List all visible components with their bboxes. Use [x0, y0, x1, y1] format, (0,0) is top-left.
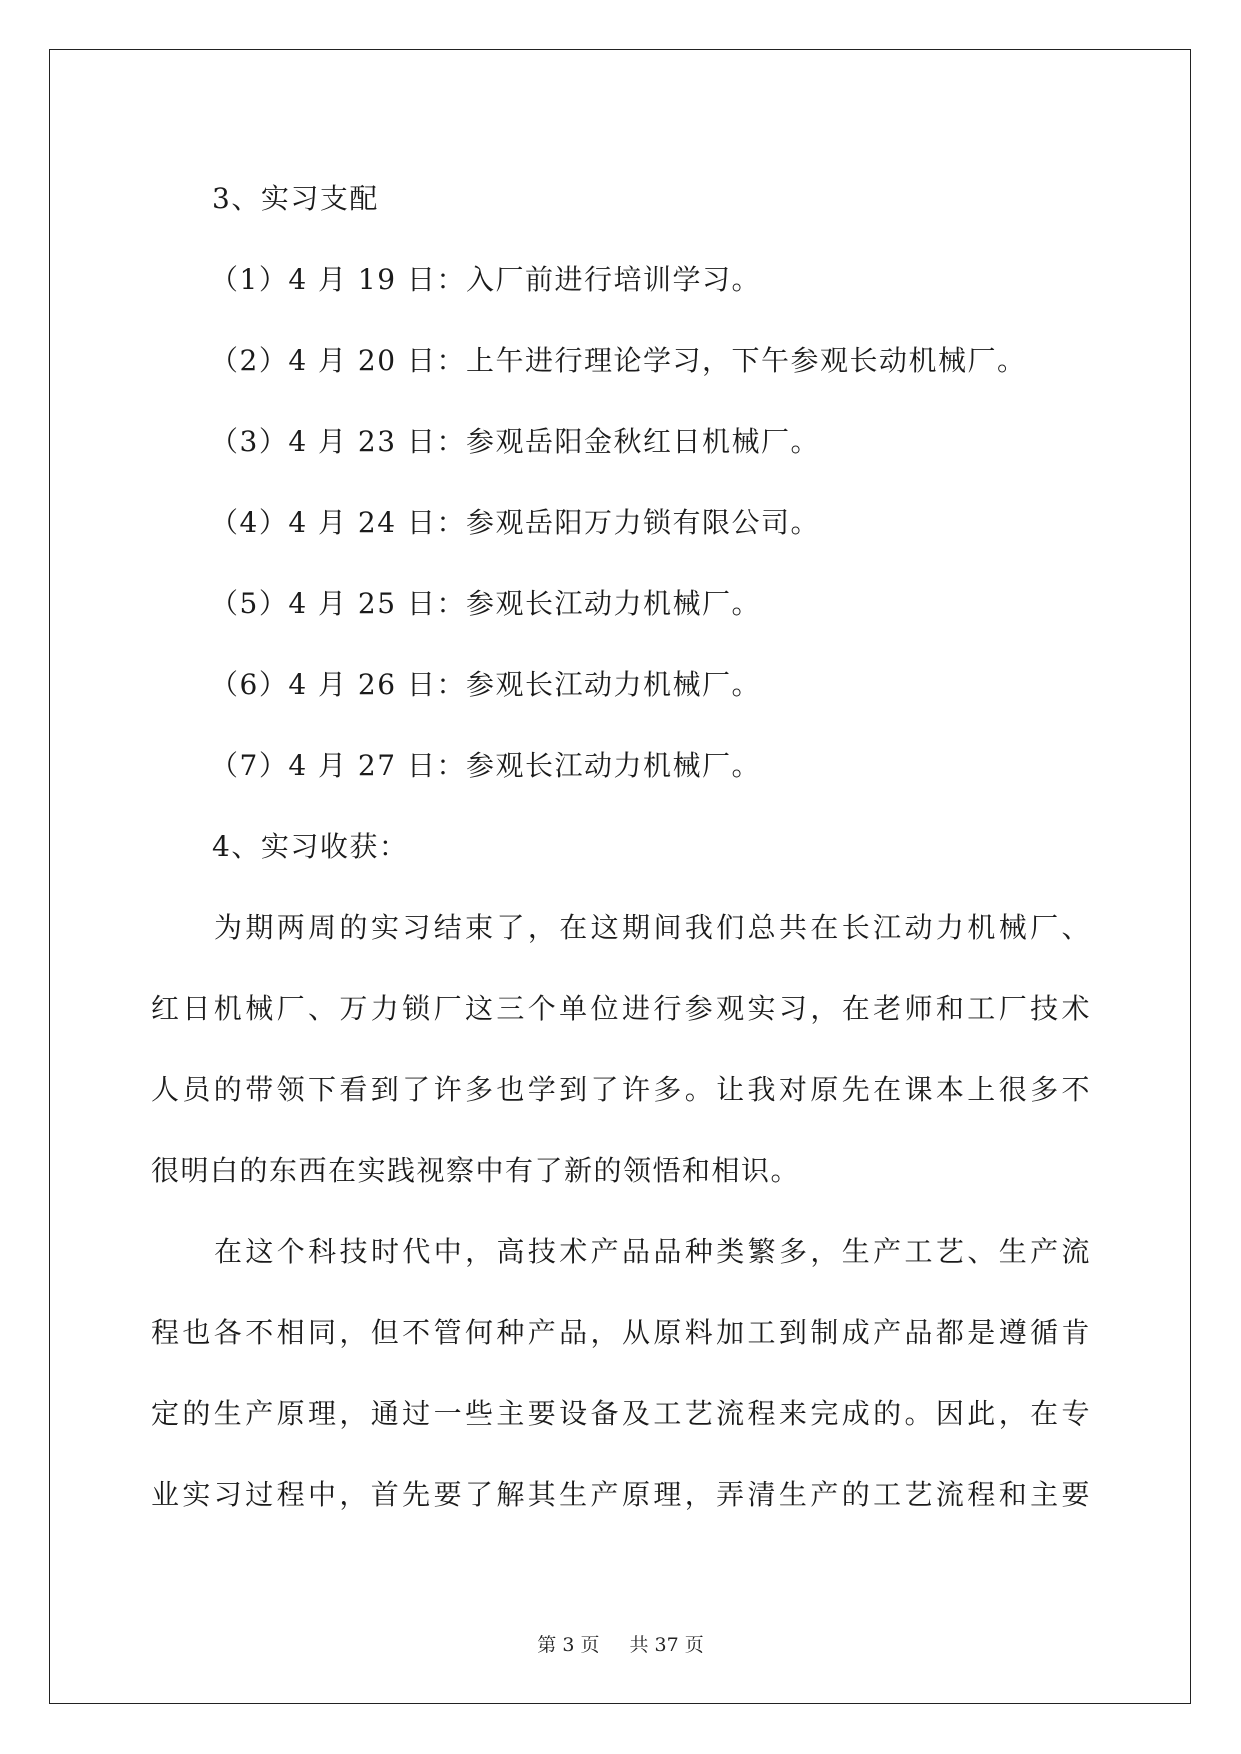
- schedule-item: （4）4 月 24 日：参观岳阳万力锁有限公司。: [210, 506, 820, 539]
- schedule-item: （7）4 月 27 日：参观长江动力机械厂。: [210, 749, 761, 782]
- schedule-list: [151, 239, 1091, 806]
- paragraph-line: 业实习过程中，首先要了解其生产原理，弄清生产的工艺流程和主要: [151, 1478, 1091, 1511]
- page-footer: [0, 1630, 1241, 1657]
- paragraph-line: 很明白的东西在实践视察中有了新的领悟和相识。: [151, 1154, 801, 1187]
- section-3-heading: 3、实习支配: [212, 182, 379, 215]
- schedule-item: （1）4 月 19 日：入厂前进行培训学习。: [210, 263, 761, 296]
- paragraph-line: 程也各不相同，但不管何种产品，从原料加工到制成产品都是遵循肯: [151, 1316, 1091, 1349]
- paragraph-line: 人员的带领下看到了许多也学到了许多。让我对原先在课本上很多不: [151, 1073, 1091, 1106]
- section-4-heading: 4、实习收获：: [212, 830, 409, 863]
- page-number: 第 3 页: [537, 1634, 600, 1656]
- paragraph-line: 在这个科技时代中，高技术产品品种类繁多，生产工艺、生产流: [214, 1235, 1091, 1268]
- paragraph-tech-era: [151, 1211, 1091, 1535]
- page-total: 共 37 页: [629, 1634, 704, 1656]
- document-body: [151, 158, 1091, 1535]
- paragraph-line: 定的生产原理，通过一些主要设备及工艺流程来完成的。因此，在专: [151, 1397, 1091, 1430]
- schedule-item: （5）4 月 25 日：参观长江动力机械厂。: [210, 587, 761, 620]
- paragraph-harvest: [151, 887, 1091, 1211]
- schedule-item: （6）4 月 26 日：参观长江动力机械厂。: [210, 668, 761, 701]
- paragraph-line: 为期两周的实习结束了，在这期间我们总共在长江动力机械厂、: [214, 911, 1091, 944]
- paragraph-line: 红日机械厂、万力锁厂这三个单位进行参观实习，在老师和工厂技术: [151, 992, 1091, 1025]
- schedule-item: （3）4 月 23 日：参观岳阳金秋红日机械厂。: [210, 425, 820, 458]
- schedule-item: （2）4 月 20 日：上午进行理论学习，下午参观长动机械厂。: [210, 344, 1027, 377]
